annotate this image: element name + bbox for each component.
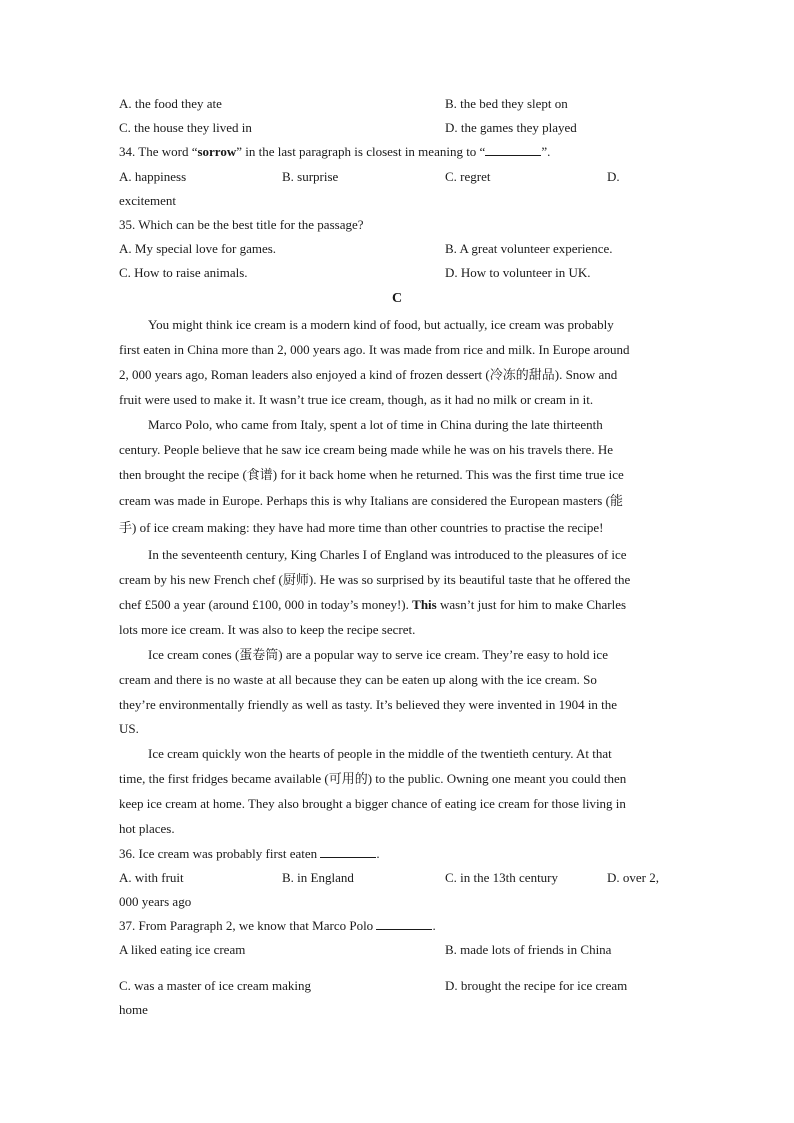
- paragraph-line: cream and there is no waste at all because they can be eaten up along with the ice cream. So: [119, 672, 597, 687]
- q33-option-c: C. the house they lived in: [119, 120, 252, 135]
- q36-option-a: A. with fruit: [119, 870, 184, 885]
- q37-option-b: B. made lots of friends in China: [445, 942, 612, 957]
- paragraph-4: [119, 647, 675, 746]
- q33-option-a: A. the food they ate: [119, 96, 222, 111]
- q35-option-d: D. How to volunteer in UK.: [445, 265, 591, 280]
- answer-blank: [376, 919, 432, 930]
- paragraph-line: lots more ice cream. It was also to keep the recipe secret.: [119, 622, 416, 637]
- paragraph-line: cream was made in Europe. Perhaps this is why Italians are considered the European masters (能: [119, 493, 623, 508]
- q35-stem: 35. Which can be the best title for the passage?: [119, 217, 364, 232]
- q34-option-d: D.: [607, 169, 620, 184]
- q36-option-d-continued: 000 years ago: [119, 894, 192, 909]
- paragraph-line: Ice cream cones (蛋卷筒) are a popular way to serve ice cream. They’re easy to hold ice: [148, 647, 608, 662]
- paragraph-5: [119, 746, 675, 846]
- q36-option-d: D. over 2,: [607, 870, 659, 885]
- paragraph-line: chef £500 a year (around £100, 000 in today’s money!). This wasn’t just for him to make Charles: [119, 597, 627, 612]
- paragraph-line: Marco Polo, who came from Italy, spent a lot of time in China during the late thirteenth: [148, 417, 603, 432]
- q34-option-c: C. regret: [445, 169, 491, 184]
- answer-blank: [320, 847, 376, 858]
- q34-option-d-continued: excitement: [119, 193, 177, 208]
- paragraph-line: US.: [119, 721, 139, 736]
- paragraph-line: You might think ice cream is a modern kind of food, but actually, ice cream was probably: [148, 317, 614, 332]
- paragraph-line: they’re environmentally friendly as well as tasty. It’s believed they were invented in 1904 in the: [119, 697, 618, 712]
- q37-option-a: A liked eating ice cream: [119, 942, 246, 957]
- paragraph-line: century. People believe that he saw ice cream being made while he was on his travels there. He: [119, 442, 614, 457]
- paragraph-line: first eaten in China more than 2, 000 years ago. It was made from rice and milk. In Europe around: [119, 342, 630, 357]
- q34-stem: 34. The word “sorrow” in the last paragraph is closest in meaning to “ ”.: [119, 144, 551, 159]
- q35-option-b: B. A great volunteer experience.: [445, 241, 613, 256]
- paragraph-3: [119, 547, 675, 647]
- q37-option-c: C. was a master of ice cream making: [119, 978, 312, 993]
- paragraph-line: time, the first fridges became available (可用的) to the public. Owning one meant you could then: [119, 771, 627, 786]
- q35-option-a: A. My special love for games.: [119, 241, 277, 256]
- answer-blank: [485, 145, 541, 156]
- q35-option-c: C. How to raise animals.: [119, 265, 248, 280]
- q36-stem: 36. Ice cream was probably first eaten .: [119, 846, 380, 861]
- q36-option-b: B. in England: [282, 870, 354, 885]
- q34-option-a: A. happiness: [119, 169, 187, 184]
- q36-option-c: C. in the 13th century: [445, 870, 559, 885]
- q37-stem: 37. From Paragraph 2, we know that Marco Polo .: [119, 918, 436, 933]
- q34-option-b: B. surprise: [282, 169, 339, 184]
- paragraph-line: keep ice cream at home. They also brought a bigger chance of eating ice cream for those living in: [119, 796, 626, 811]
- paragraph-line: then brought the recipe (食谱) for it back home when he returned. This was the first time true ice: [119, 467, 624, 482]
- paragraph-line: cream by his new French chef (厨师). He was so surprised by its beautiful taste that he offered the: [119, 572, 631, 587]
- paragraph-line: 2, 000 years ago, Roman leaders also enjoyed a kind of frozen dessert (冷冻的甜品). Snow and: [119, 367, 618, 382]
- q33-option-b: B. the bed they slept on: [445, 96, 568, 111]
- paragraph-line: Ice cream quickly won the hearts of people in the middle of the twentieth century. At that: [148, 746, 612, 761]
- q37-option-d: D. brought the recipe for ice cream: [445, 978, 628, 993]
- section-title: C: [391, 291, 403, 306]
- paragraph-line: fruit were used to make it. It wasn’t true ice cream, though, as it had no milk or cream in it.: [119, 392, 594, 407]
- q37-option-d-continued: home: [119, 1002, 148, 1017]
- paragraph-1: [119, 317, 675, 417]
- paragraph-2: [119, 417, 675, 545]
- paragraph-line: In the seventeenth century, King Charles I of England was introduced to the pleasures of ice: [148, 547, 627, 562]
- paragraph-line: 手) of ice cream making: they have had more time than other countries to practise the recipe!: [119, 520, 604, 535]
- paragraph-line: hot places.: [119, 821, 175, 836]
- q33-option-d: D. the games they played: [445, 120, 577, 135]
